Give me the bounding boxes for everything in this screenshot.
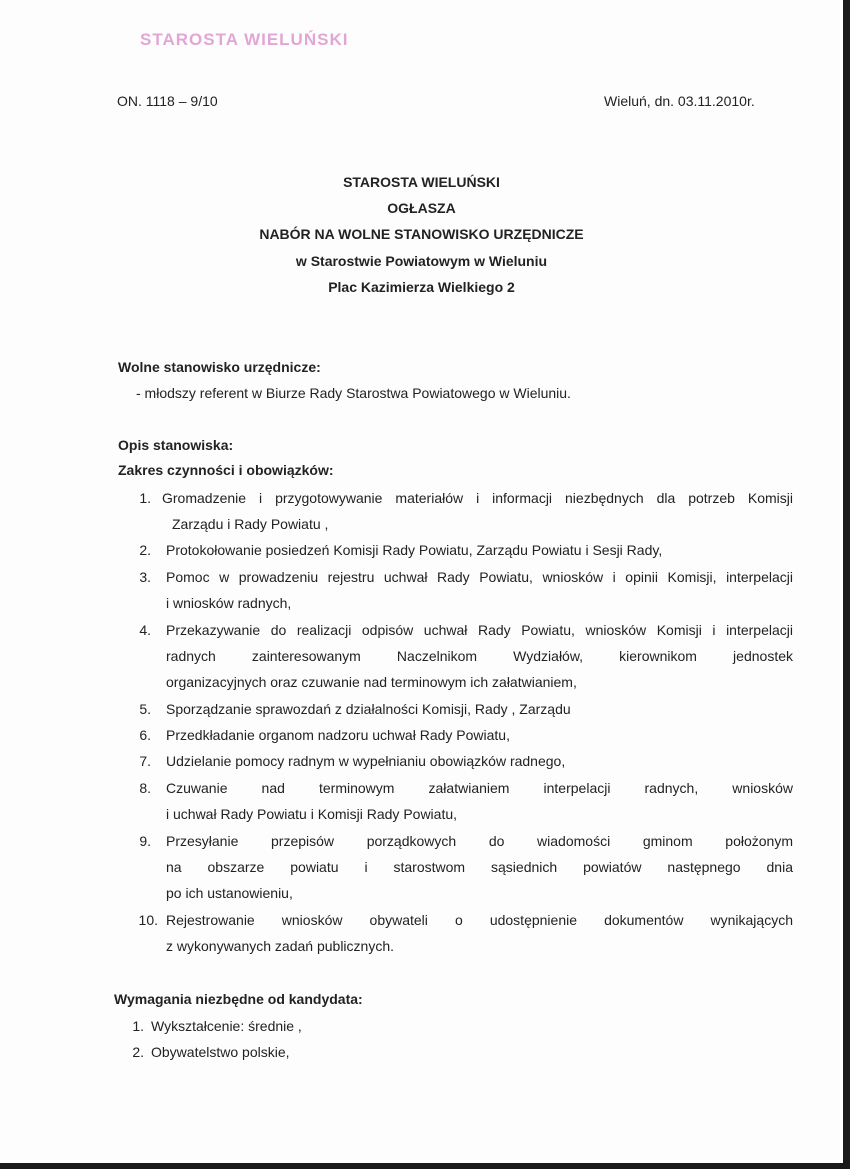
requirement-number: 1.: [132, 1018, 144, 1034]
title-line-1: STAROSTA WIELUŃSKI: [343, 174, 500, 190]
duty-line: Zarządu i Rady Powiatu ,: [172, 516, 329, 532]
duty-number: 4.: [139, 622, 151, 638]
duty-line: z wykonywanych zadań publicznych.: [166, 938, 395, 954]
title-line-5: Plac Kazimierza Wielkiego 2: [328, 279, 515, 295]
duty-line: Przesyłanie przepisów porządkowych do wiadomości gminom położonym: [166, 833, 793, 849]
title-line-3: NABÓR NA WOLNE STANOWISKO URZĘDNICZE: [259, 226, 584, 242]
duty-line: po ich ustanowieniu,: [166, 885, 293, 901]
requirements-heading: Wymagania niezbędne od kandydata:: [114, 991, 363, 1007]
duty-number: 5.: [139, 701, 151, 717]
scan-edge-right: [843, 0, 850, 1169]
duty-line: na obszarze powiatu i starostwom sąsiednich powiatów następnego dnia: [166, 859, 793, 875]
reference-number: ON. 1118 – 9/10: [117, 93, 218, 109]
duty-line: Pomoc w prowadzeniu rejestru uchwał Rady Powiatu, wniosków i opinii Komisji, interpelacji: [166, 569, 793, 585]
duty-number: 2.: [139, 542, 151, 558]
place-date: Wieluń, dn. 03.11.2010r.: [604, 93, 755, 109]
duty-number: 6.: [139, 727, 151, 743]
duty-line: Gromadzenie i przygotowywanie materiałów i informacji niezbędnych dla potrzeb Komisji: [162, 490, 793, 506]
title-line-2: OGŁASZA: [387, 200, 456, 216]
vacancy-text: - młodszy referent w Biurze Rady Starostwa Powiatowego w Wieluniu.: [136, 385, 571, 401]
duty-line: Rejestrowanie wniosków obywateli o udostępnienie dokumentów wynikających: [166, 912, 793, 928]
requirement-text: Obywatelstwo polskie,: [151, 1044, 290, 1060]
description-heading: Opis stanowiska:: [118, 437, 234, 453]
duty-line: Protokołowanie posiedzeń Komisji Rady Powiatu, Zarządu Powiatu i Sesji Rady,: [166, 542, 663, 558]
duty-number: 1.: [139, 490, 151, 506]
duty-line: Przedkładanie organom nadzoru uchwał Rady Powiatu,: [166, 727, 510, 743]
duty-number: 8.: [139, 780, 151, 796]
duty-line: radnych zainteresowanym Naczelnikom Wydziałów, kierownikom jednostek: [166, 648, 793, 664]
requirement-text: Wykształcenie: średnie ,: [151, 1018, 302, 1034]
duties-heading: Zakres czynności i obowiązków:: [118, 462, 334, 478]
duty-line: Sporządzanie sprawozdań z działalności Komisji, Rady , Zarządu: [166, 701, 571, 717]
requirement-number: 2.: [132, 1044, 144, 1060]
duty-number: 9.: [139, 833, 151, 849]
duty-line: organizacyjnych oraz czuwanie nad terminowym ich załatwianiem,: [166, 674, 577, 690]
duty-line: i wniosków radnych,: [166, 595, 292, 611]
vacancy-heading: Wolne stanowisko urzędnicze:: [118, 359, 321, 375]
duty-line: Przekazywanie do realizacji odpisów uchwał Rady Powiatu, wniosków Komisji i interpelacji: [166, 622, 793, 638]
scan-edge-bottom: [0, 1163, 850, 1169]
duty-number: 10.: [138, 912, 158, 928]
duty-line: Udzielanie pomocy radnym w wypełnianiu obowiązków radnego,: [166, 753, 566, 769]
office-stamp: STAROSTA WIELUŃSKI: [140, 30, 349, 49]
duty-line: i uchwał Rady Powiatu i Komisji Rady Powiatu,: [166, 806, 458, 822]
duty-line: Czuwanie nad terminowym załatwianiem interpelacji radnych, wniosków: [166, 780, 793, 796]
duty-number: 7.: [139, 753, 151, 769]
title-line-4: w Starostwie Powiatowym w Wieluniu: [295, 253, 548, 269]
duty-number: 3.: [139, 569, 151, 585]
